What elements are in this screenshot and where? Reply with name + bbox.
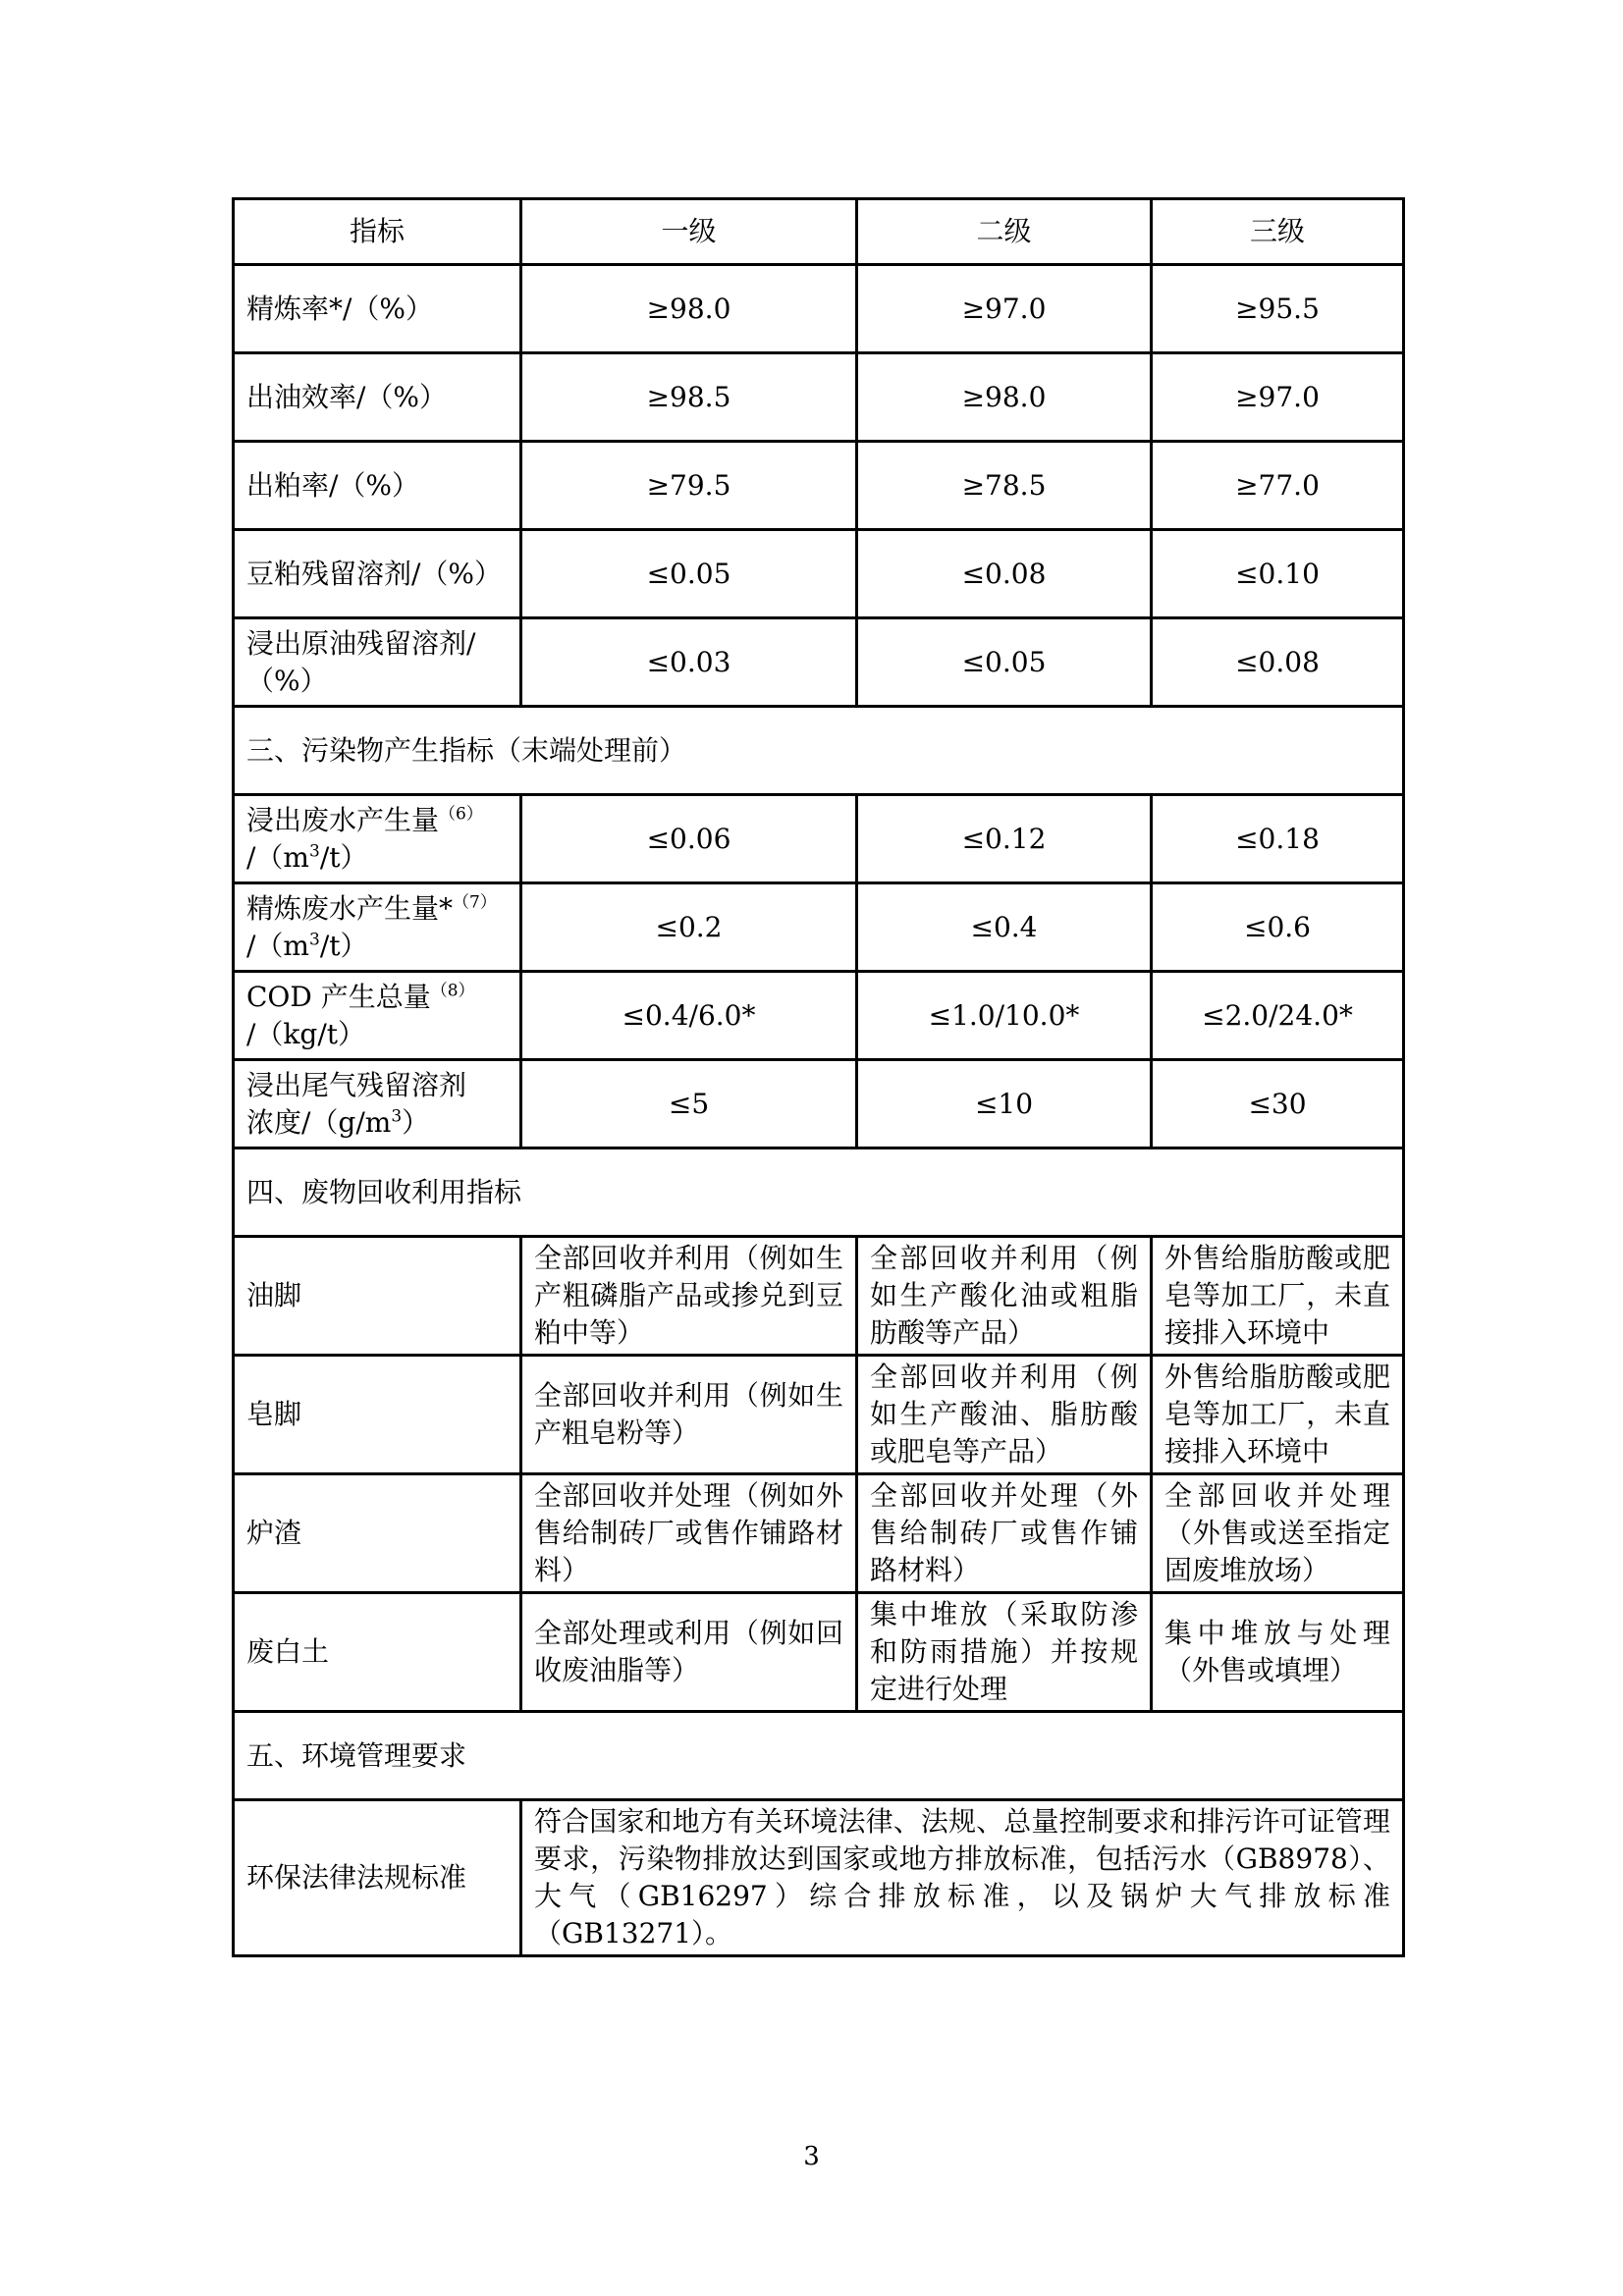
table-row: [234, 530, 1404, 618]
level-2-value: ≤0.05: [857, 618, 1152, 707]
indicator-label: 环保法律法规标准: [234, 1800, 521, 1956]
indicator-unit: /（kg/t）: [246, 1017, 366, 1050]
level-3-value: ≥97.0: [1152, 353, 1404, 442]
level-1-value: 全部回收并利用（例如生产粗磷脂产品或掺兑到豆粕中等）: [521, 1237, 857, 1356]
level-2-value: ≤10: [857, 1060, 1152, 1148]
level-3-value: ≤30: [1152, 1060, 1404, 1148]
table-row: [234, 1237, 1404, 1356]
unit-suffix: ）: [402, 1105, 430, 1139]
level-2-value: ≤0.12: [857, 795, 1152, 883]
unit-exponent: 3: [309, 841, 320, 862]
table-row: [234, 618, 1404, 707]
indicator-label: 出粕率/（%）: [234, 442, 521, 530]
table-row: [234, 1474, 1404, 1593]
level-3-value: ≤2.0/24.0*: [1152, 972, 1404, 1060]
table-row: [234, 442, 1404, 530]
level-1-value: ≥79.5: [521, 442, 857, 530]
indicator-label: [234, 972, 521, 1060]
level-2-value: 全部回收并利用（例如生产酸化油或粗脂肪酸等产品）: [857, 1237, 1152, 1356]
unit-prefix: 浓度/（g/m: [246, 1105, 392, 1139]
indicator-label: [234, 618, 521, 707]
indicator-label: 油脚: [234, 1237, 521, 1356]
level-3-value: 集中堆放与处理（外售或填埋）: [1152, 1593, 1404, 1712]
footnote-ref: （6）: [439, 804, 483, 825]
level-3-value: 外售给脂肪酸或肥皂等加工厂，未直接排入环境中: [1152, 1237, 1404, 1356]
header-level-2: 二级: [857, 199, 1152, 265]
indicator-label: 废白土: [234, 1593, 521, 1712]
section-row: [234, 707, 1404, 795]
level-2-value: ≥97.0: [857, 265, 1152, 353]
table-row: [234, 1593, 1404, 1712]
header-indicator: 指标: [234, 199, 521, 265]
table-row: [234, 265, 1404, 353]
indicator-name: 精炼废水产生量*: [246, 891, 454, 925]
indicator-label: 炉渣: [234, 1474, 521, 1593]
level-2-value: 集中堆放（采取防渗和防雨措施）并按规定进行处理: [857, 1593, 1152, 1712]
level-1-value: ≤0.4/6.0*: [521, 972, 857, 1060]
level-1-value: 全部回收并处理（例如外售给制砖厂或售作铺路材料）: [521, 1474, 857, 1593]
level-2-value: ≥98.0: [857, 353, 1152, 442]
indicator-unit: [246, 928, 508, 965]
level-1-value: ≤0.06: [521, 795, 857, 883]
unit-exponent: 3: [309, 930, 320, 950]
indicator-name: COD 产生总量: [246, 980, 431, 1013]
footnote-ref: （8）: [430, 981, 475, 1001]
cleaner-production-indicator-table: [232, 197, 1405, 1957]
level-3-value: ≥77.0: [1152, 442, 1404, 530]
level-1-value: ≤5: [521, 1060, 857, 1148]
level-1-value: 全部处理或利用（例如回收废油脂等）: [521, 1593, 857, 1712]
indicator-label-line1: 浸出原油残留溶剂/: [246, 626, 476, 660]
unit-suffix: /t）: [319, 840, 368, 874]
level-3-value: ≤0.18: [1152, 795, 1404, 883]
requirement-text: 符合国家和地方有关环境法律、法规、总量控制要求和排污许可证管理要求，污染物排放达到国家或地方排放标准，包括污水（GB8978）、大气（GB16297）综合排放标准，以及锅炉大气排放标准（GB13271）。: [521, 1800, 1404, 1956]
level-2-value: 全部回收并利用（例如生产酸油、脂肪酸或肥皂等产品）: [857, 1356, 1152, 1474]
indicator-label: [234, 1060, 521, 1148]
indicator-unit: [246, 1104, 508, 1142]
level-1-value: ≤0.2: [521, 883, 857, 972]
header-level-3: 三级: [1152, 199, 1404, 265]
level-2-value: ≥78.5: [857, 442, 1152, 530]
section-row: [234, 1148, 1404, 1237]
indicator-label: [234, 883, 521, 972]
level-2-value: ≤0.4: [857, 883, 1152, 972]
footnote-ref: （7）: [453, 892, 497, 913]
table-row: [234, 1800, 1404, 1956]
level-2-value: 全部回收并处理（外售给制砖厂或售作铺路材料）: [857, 1474, 1152, 1593]
unit-prefix: /（m: [246, 840, 309, 874]
table-row: [234, 1356, 1404, 1474]
level-1-value: ≥98.5: [521, 353, 857, 442]
table-row: [234, 1060, 1404, 1148]
unit-suffix: /t）: [319, 929, 368, 962]
indicator-label: 出油效率/（%）: [234, 353, 521, 442]
section-heading-waste-recycling: 四、废物回收利用指标: [234, 1148, 1404, 1237]
header-level-1: 一级: [521, 199, 857, 265]
level-1-value: 全部回收并利用（例如生产粗皂粉等）: [521, 1356, 857, 1474]
unit-exponent: 3: [391, 1106, 403, 1127]
level-2-value: ≤1.0/10.0*: [857, 972, 1152, 1060]
indicator-label: [234, 795, 521, 883]
level-3-value: ≥95.5: [1152, 265, 1404, 353]
indicator-unit: [246, 839, 508, 877]
page-number: 3: [803, 2142, 820, 2171]
table-row: [234, 972, 1404, 1060]
indicator-label-line2: （%）: [246, 664, 328, 697]
unit-prefix: /（m: [246, 929, 309, 962]
table-row: [234, 883, 1404, 972]
level-1-value: ≤0.03: [521, 618, 857, 707]
level-3-value: 外售给脂肪酸或肥皂等加工厂，未直接排入环境中: [1152, 1356, 1404, 1474]
indicator-label: 豆粕残留溶剂/（%）: [234, 530, 521, 618]
level-3-value: ≤0.10: [1152, 530, 1404, 618]
table-header-row: [234, 199, 1404, 265]
level-3-value: ≤0.6: [1152, 883, 1404, 972]
indicator-label: 皂脚: [234, 1356, 521, 1474]
section-heading-pollutant: 三、污染物产生指标（末端处理前）: [234, 707, 1404, 795]
level-3-value: 全部回收并处理（外售或送至指定固废堆放场）: [1152, 1474, 1404, 1593]
indicator-label: 精炼率*/（%）: [234, 265, 521, 353]
level-2-value: ≤0.08: [857, 530, 1152, 618]
indicator-name: 浸出尾气残留溶剂: [246, 1068, 467, 1101]
level-1-value: ≥98.0: [521, 265, 857, 353]
table-row: [234, 795, 1404, 883]
section-row: [234, 1712, 1404, 1800]
table-row: [234, 353, 1404, 442]
level-3-value: ≤0.08: [1152, 618, 1404, 707]
indicator-name: 浸出废水产生量: [246, 803, 440, 836]
section-heading-env-management: 五、环境管理要求: [234, 1712, 1404, 1800]
level-1-value: ≤0.05: [521, 530, 857, 618]
